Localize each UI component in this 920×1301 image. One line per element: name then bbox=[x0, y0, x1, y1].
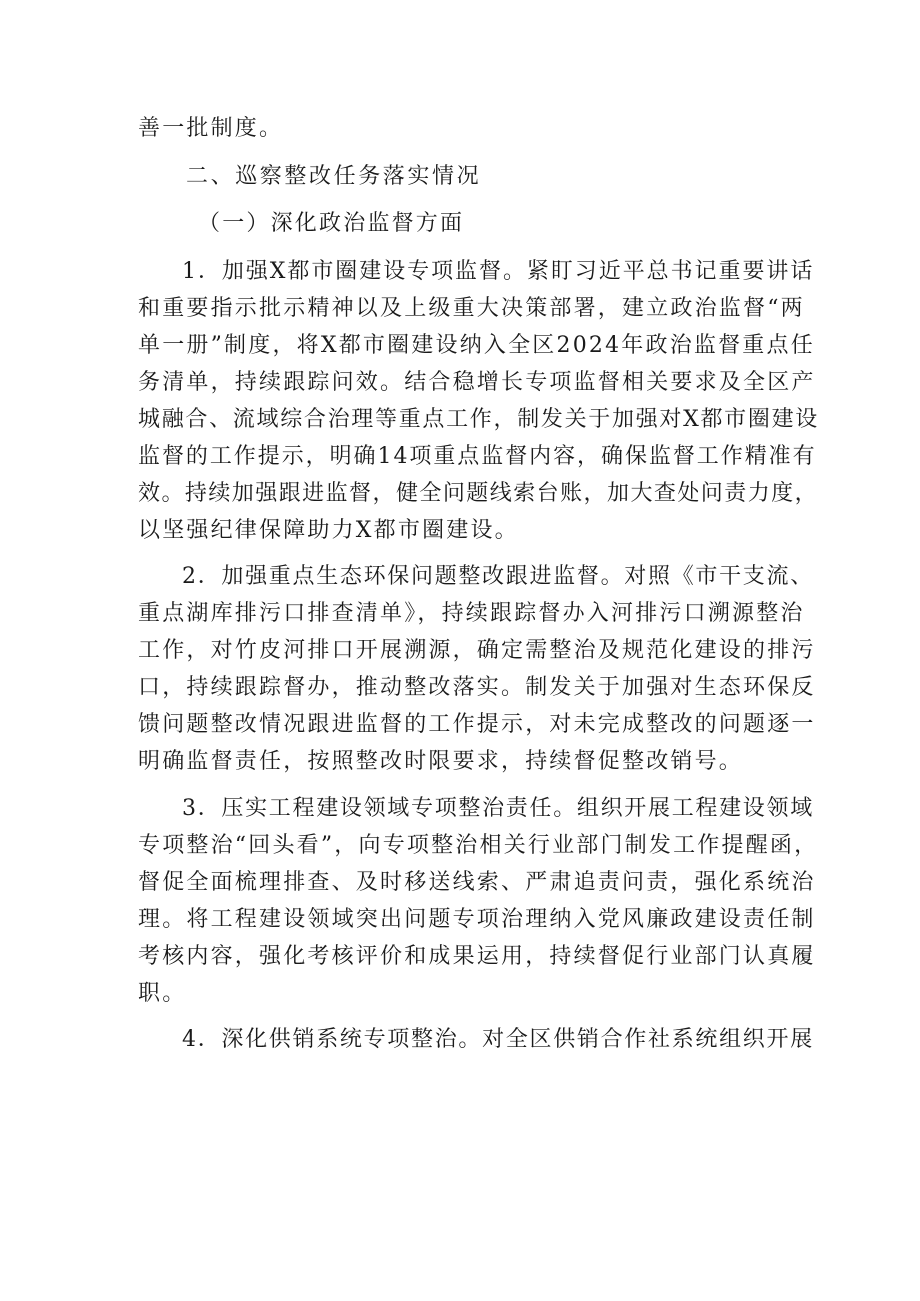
item-3-line-6: 职。 bbox=[138, 981, 187, 1006]
item-3-line-2: 专项整治“回头看”，向专项整治相关行业部门制发工作提醒函， bbox=[138, 833, 819, 858]
item-1-line-6: 监督的工作提示，明确14项重点监督内容，确保监督工作精准有 bbox=[138, 444, 817, 469]
section-heading: 二、巡察整改任务落实情况 bbox=[186, 164, 482, 189]
item-2-line-5: 馈问题整改情况跟进监督的工作提示，对未完成整改的问题逐一 bbox=[138, 712, 816, 737]
item-3-line-1: 3．压实工程建设领域专项整治责任。组织开展工程建设领域 bbox=[182, 796, 814, 821]
subsection-heading: （一）深化政治监督方面 bbox=[198, 211, 465, 236]
item-1-line-8: 以坚强纪律保障助力X都市圈建设。 bbox=[138, 518, 519, 543]
intro-tail-line: 善一批制度。 bbox=[138, 116, 284, 141]
item-1-line-5: 城融合、流域综合治理等重点工作，制发关于加强对X都市圈建设 bbox=[138, 407, 819, 432]
item-3-line-4: 理。将工程建设领域突出问题专项治理纳入党风廉政建设责任制 bbox=[138, 907, 816, 932]
item-2-line-2: 重点湖库排污口排查清单》，持续跟踪督办入河排污口溯源整治 bbox=[138, 601, 805, 626]
item-3-line-5: 考核内容，强化考核评价和成果运用，持续督促行业部门认真履 bbox=[138, 944, 816, 969]
item-1-line-2: 和重要指示批示精神以及上级重大决策部署，建立政治监督“两 bbox=[138, 296, 805, 321]
item-2-line-4: 口，持续跟踪督办，推动整改落实。制发关于加强对生态环保反 bbox=[138, 675, 816, 700]
item-1-line-1: 1．加强X都市圈建设专项监督。紧盯习近平总书记重要讲话 bbox=[182, 259, 815, 284]
item-1-line-3: 单一册”制度，将X都市圈建设纳入全区2024年政治监督重点任 bbox=[138, 333, 815, 358]
item-2-line-1: 2．加强重点生态环保问题整改跟进监督。对照《市干支流、 bbox=[182, 564, 814, 589]
item-1-line-4: 务清单，持续跟踪问效。结合稳增长专项监督相关要求及全区产 bbox=[138, 370, 816, 395]
item-4-line-1: 4．深化供销系统专项整治。对全区供销合作社系统组织开展 bbox=[182, 1027, 814, 1052]
item-1-line-7: 效。持续加强跟进监督，健全问题线索台账，加大查处问责力度， bbox=[138, 481, 819, 506]
item-2-line-3: 工作，对竹皮河排口开展溯源，确定需整治及规范化建设的排污 bbox=[138, 638, 816, 663]
item-2-line-6: 明确监督责任，按照整改时限要求，持续督促整改销号。 bbox=[138, 749, 744, 774]
item-3-line-3: 督促全面梳理排查、及时移送线索、严肃追责问责，强化系统治 bbox=[138, 870, 816, 895]
